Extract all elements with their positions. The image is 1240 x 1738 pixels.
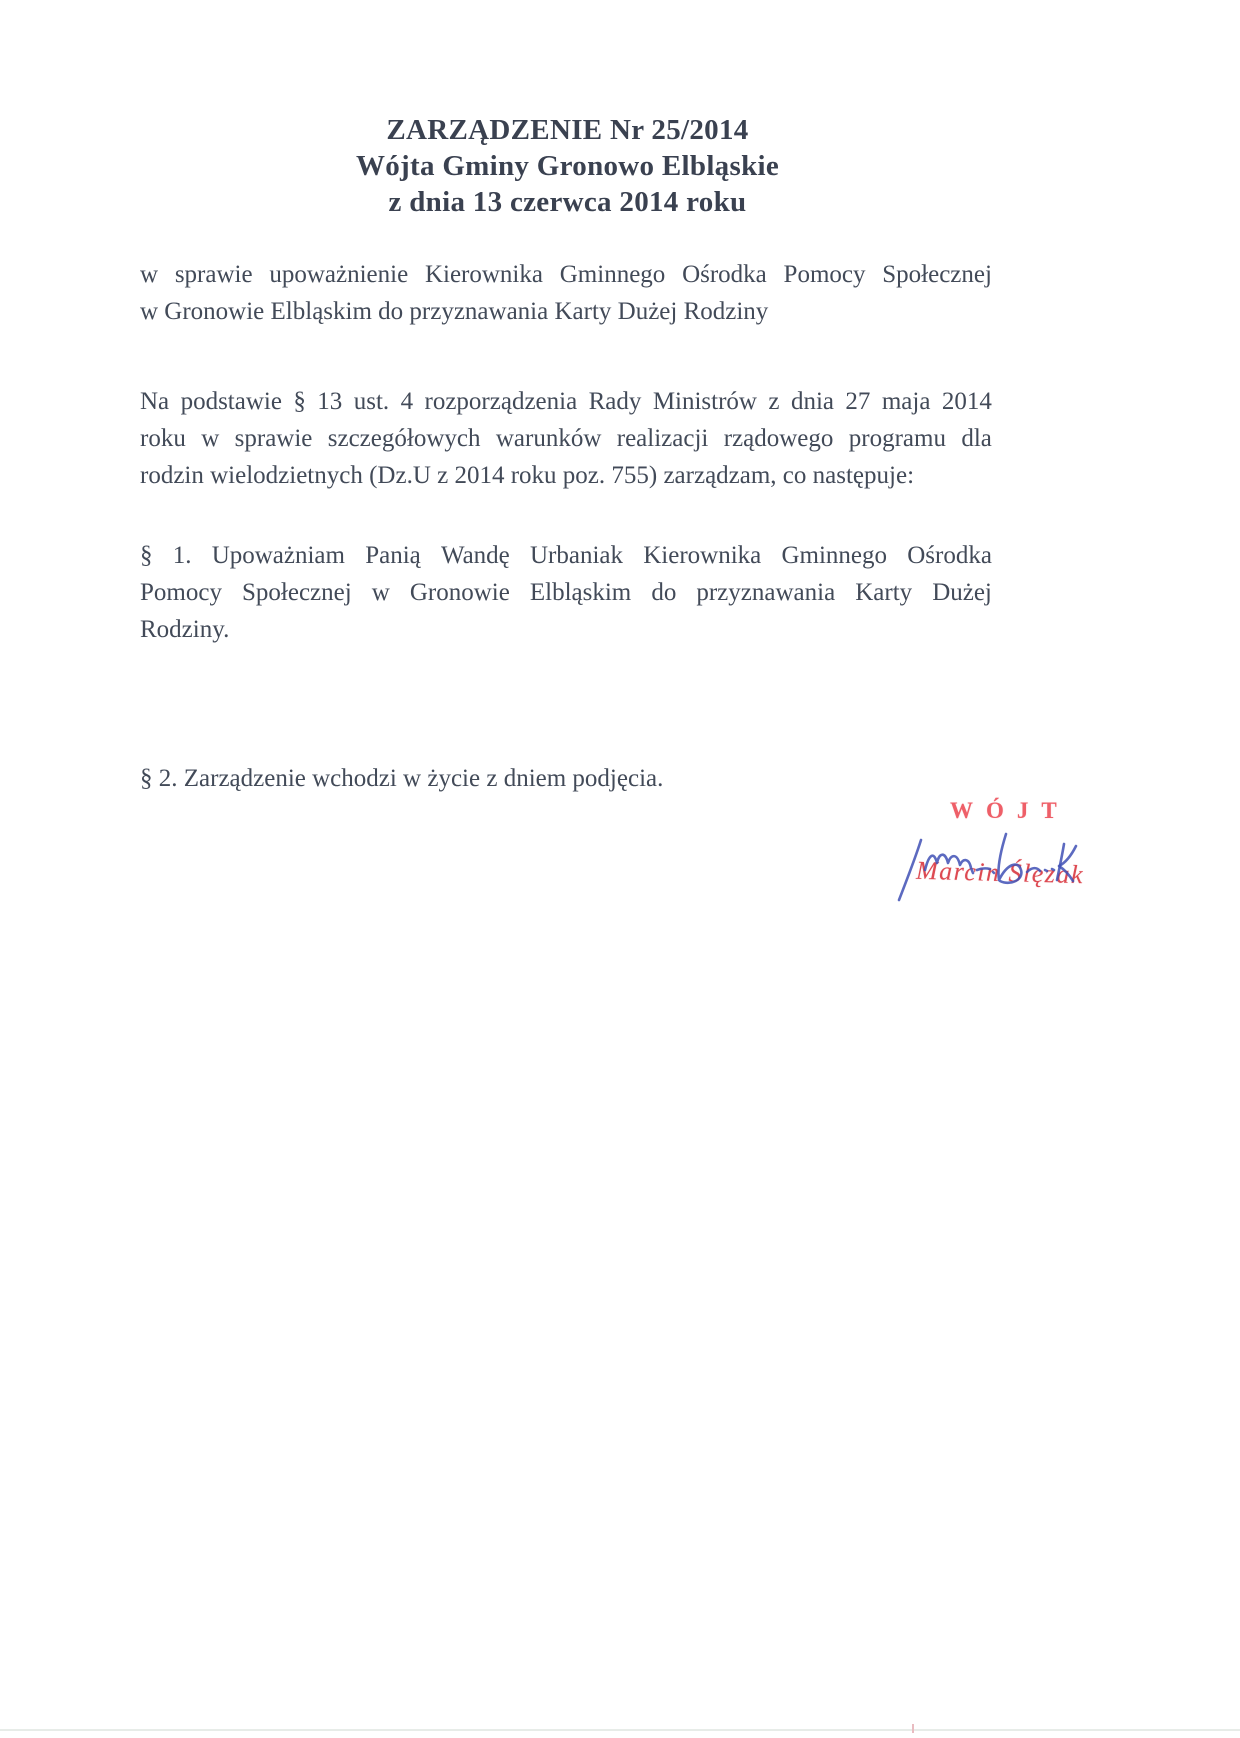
scan-edge-tick: [912, 1724, 914, 1733]
subject-line-1: w sprawie upoważnienie Kierownika Gminnego Ośrodka Pomocy Społecznej: [140, 261, 992, 288]
scan-edge-line: [0, 1729, 1240, 1731]
section-1-paragraph: [140, 537, 992, 648]
mayor-title-stamp: WÓJT: [950, 798, 1070, 823]
section-1-line-2: Pomocy Społecznej w Gronowie Elbląskim do przyznawania Karty Dużej: [140, 579, 992, 606]
legal-basis-line-2: roku w sprawie szczegółowych warunków realizacji rządowego programu dla: [140, 425, 992, 452]
legal-basis-line-3: rodzin wielodzietnych (Dz.U z 2014 roku poz. 755) zarządzam, co następuje:: [140, 462, 915, 489]
legal-basis-paragraph: [140, 383, 992, 494]
section-1-line-1: § 1. Upoważniam Panią Wandę Urbaniak Kierownika Gminnego Ośrodka: [140, 542, 992, 569]
section-2-line-1: § 2. Zarządzenie wchodzi w życie z dniem podjęcia.: [140, 765, 664, 792]
document-title: [140, 112, 995, 220]
title-line-2: Wójta Gminy Gronowo Elbląskie: [355, 150, 780, 182]
legal-basis-line-1: Na podstawie § 13 ust. 4 rozporządzenia Rady Ministrów z dnia 27 maja 2014: [140, 388, 992, 415]
title-line-1: ZARZĄDZENIE Nr 25/2014: [386, 114, 749, 146]
section-1-line-3: Rodziny.: [140, 616, 230, 643]
handwritten-signature: [888, 820, 1108, 912]
title-line-3: z dnia 13 czerwca 2014 roku: [388, 186, 747, 218]
subject-line-2: w Gronowie Elbląskim do przyznawania Karty Dużej Rodziny: [140, 298, 769, 325]
subject-paragraph: [140, 256, 992, 330]
mayor-name-stamp: Marcin Ślęzak: [915, 855, 1085, 890]
section-2-paragraph: [140, 760, 992, 797]
